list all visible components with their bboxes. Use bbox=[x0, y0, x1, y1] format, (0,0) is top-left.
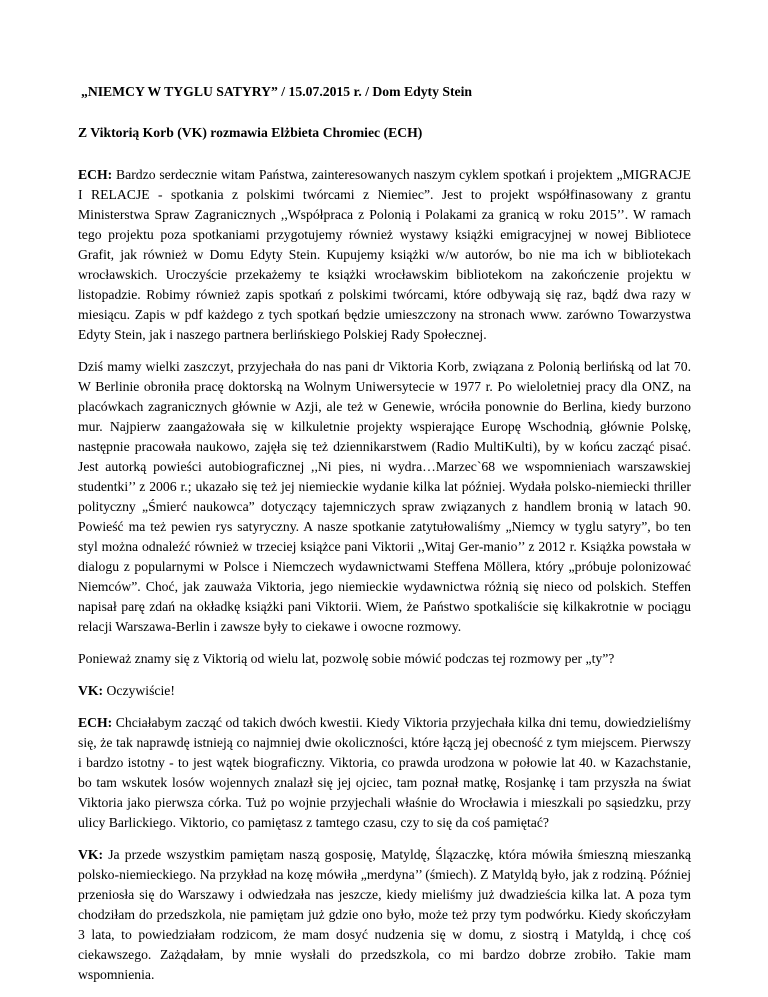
speaker-label: ECH: bbox=[78, 715, 113, 730]
paragraph bbox=[78, 713, 691, 833]
speaker-label: VK: bbox=[78, 847, 104, 862]
paragraph-text: Chciałabym zacząć od takich dwóch kwestii. Kiedy Viktoria przyjechała kilka dni temu, dowiedzieliśmy się, że tak naprawdę istnieją co najmniej dwie okoliczności, które łączą jej obecność z tym miejscem. Pierwszy i bardzo istotny - to jest wątek biograficzny. Viktoria, co prawda urodzona w połowie lat 40. w Kazachstanie, bo tam wskutek losów wojennych znalazł się jej ojciec, tam poznał matkę, Rosjankę i tam przyszła na świat Viktoria jako pierwsza córka. Tuż po wojnie przyjechali właśnie do Wrocławia i mieszkali po sąsiedzku, przy ulicy Barlickiego. Viktorio, co pamiętasz z tamtego czasu, czy to się da coś pamiętać? bbox=[78, 715, 691, 830]
paragraph bbox=[78, 165, 691, 345]
paragraph-text: Ja przede wszystkim pamiętam naszą gosposię, Matyldę, Ślązaczkę, która mówiła śmieszną mieszanką polsko-niemieckiego. Na przykład na kozę mówiła „merdyna’’ (śmiech). Z Matyldą było, jak z rodziną. Później przeniosła się do Warszawy i odwiedzała nas jeszcze, kiedy mieliśmy już dwadzieścia kilka lat. A poza tym chodziłam do przedszkola, nie pamiętam już gdzie ono było, może też przy tym podwórku. Kiedy skończyłam 3 lata, to powiedziałam rodzicom, że mam dosyć nudzenia się w domu, z siostrą i Matyldą, i chcę coś ciekawszego. Zażądałam, by mnie wysłali do przedszkola, co mi bardzo dobrze zrobiło. Takie mam wspomnienia. bbox=[78, 847, 691, 982]
paragraph bbox=[78, 649, 691, 669]
speaker-label: VK: bbox=[78, 683, 104, 698]
paragraph bbox=[78, 681, 691, 701]
paragraph bbox=[78, 845, 691, 985]
paragraph-text: Dziś mamy wielki zaszczyt, przyjechała do nas pani dr Viktoria Korb, związana z Polonią berlińską od lat 70. W Berlinie obroniła pracę doktorską na Wolnym Uniwersytecie w 1977 r. Po wieloletniej pracy dla ONZ, na placówkach zagranicznych głównie w Azji, ale też w Genewie, wróciła ponownie do Berlina, kiedy burzono mur. Najpierw zaangażowała się w kilkuletnie projekty wspierające Europę Wschodnią, głównie Polskę, następnie pracowała naukowo, zajęła się też dziennikarstwem (Radio MultiKulti), by w końcu zacząć pisać. Jest autorką powieści autobiograficznej ,,Ni pies, ni wydra…Marzec`68 we wspomnieniach warszawskiej studentki’’ z 2006 r.; ukazało się też jej niemieckie wydanie kilka lat później. Wydała polsko-niemiecki thriller polityczny „Śmierć naukowca” dotyczący tajemniczych spraw związanych z handlem bronią w latach 90. Powieść ma też pewien rys satyryczny. A nasze spotkanie zatytułowaliśmy „Niemcy w tyglu satyry”, bo ten styl można odnaleźć również w trzeciej książce pani Viktorii ,,Witaj Ger-manio’’ z 2012 r. Książka powstała w dialogu z popularnymi w Polsce i Niemczech wydawnictwami Steffena Möllera, który „próbuje polonizować Niemców”. Choć, jak zauważa Viktoria, jego niemieckie wydawnictwa różnią się nieco od polskich. Steffen napisał parę zdań na okładkę książki pani Viktorii. Wiem, że Państwo spotkaliście się kilkakrotnie w pociągu relacji Warszawa-Berlin i zawsze były to ciekawe i owocne rozmowy. bbox=[78, 359, 691, 634]
document-page bbox=[78, 82, 691, 997]
document-title: „NIEMCY W TYGLU SATYRY” / 15.07.2015 r. / Dom Edyty Stein bbox=[81, 84, 473, 99]
paragraph-text: Ponieważ znamy się z Viktorią od wielu lat, pozwolę sobie mówić podczas tej rozmowy per „ty”? bbox=[78, 651, 615, 666]
paragraph-text: Oczywiście! bbox=[103, 683, 175, 698]
paragraph bbox=[78, 357, 691, 637]
speaker-label: ECH: bbox=[78, 167, 113, 182]
paragraph-text: Bardzo serdecznie witam Państwa, zainteresowanych naszym cyklem spotkań i projektem „MIGRACJE I RELACJE - spotkania z polskimi twórcami z Niemiec”. Jest to projekt współfinasowany z grantu Ministerstwa Spraw Zagranicznych ,,Współpraca z Polonią i Polakami za granicą w roku 2015’’. W ramach tego projektu poza spotkaniami przygotujemy również wystawy książki emigracyjnej w nowej Bibliotece Grafit, jak również w Domu Edyty Stein. Kupujemy książki w/w autorów, bo nie ma ich w bibliotekach wrocławskich. Uroczyście przekażemy te książki wrocławskim bibliotekom na zakończenie projektu w listopadzie. Robimy również zapis spotkań z polskimi twórcami, które odbywają się raz, bądź dwa razy w miesiącu. Zapis w pdf każdego z tych spotkań będzie umieszczony na stronach www. zarówno Towarzystwa Edyty Stein, jak i naszego partnera berlińskiego Polskiej Rady Społecznej. bbox=[78, 167, 691, 342]
document-subtitle: Z Viktorią Korb (VK) rozmawia Elżbieta Chromiec (ECH) bbox=[78, 125, 423, 140]
